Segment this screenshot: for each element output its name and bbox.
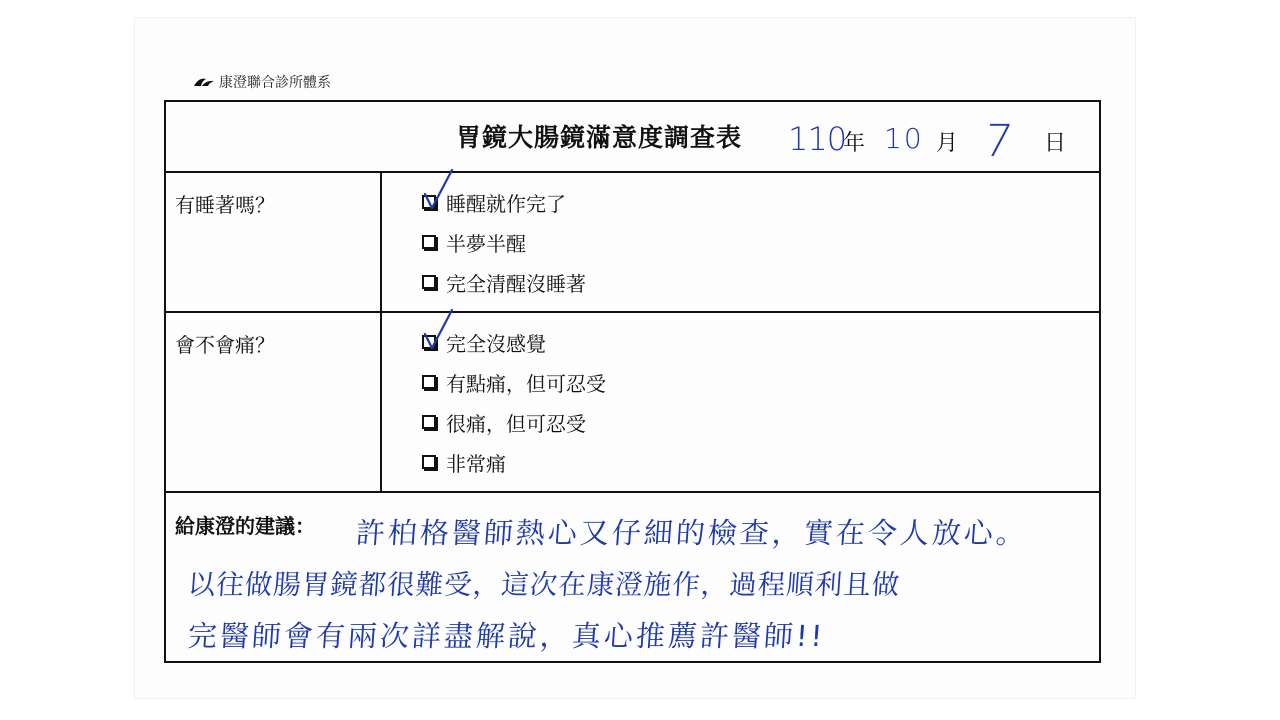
option-pain-3[interactable]	[422, 408, 586, 436]
option-pain-1-label: 完全沒感覺	[446, 331, 546, 356]
clinic-name: 康澄聯合診所體系	[219, 75, 331, 91]
option-pain-2[interactable]	[422, 368, 606, 396]
date-year-value: 110	[788, 120, 847, 158]
survey-form	[164, 100, 1101, 663]
column-divider	[380, 172, 382, 491]
suggestion-line-1: 許柏格醫師熱心又仔細的檢查，實在令人放心。	[354, 516, 1030, 550]
option-pain-2-label: 有點痛，但可忍受	[446, 371, 606, 396]
clinic-brand	[193, 72, 331, 92]
date-month-label: 月	[936, 131, 959, 156]
checkbox-pain-3[interactable]	[422, 415, 436, 429]
clinic-logo-icon	[193, 75, 215, 89]
row-divider-title	[166, 171, 1099, 173]
checkbox-sleep-3[interactable]	[422, 275, 436, 289]
option-sleep-2[interactable]	[422, 228, 526, 256]
date-day-label: 日	[1044, 131, 1067, 156]
date-year-label: 年	[843, 131, 866, 156]
date-month-value: 10	[884, 122, 924, 155]
row-divider-q2	[166, 491, 1099, 493]
suggestion-line-3: 完醫師會有兩次詳盡解說，真心推薦許醫師!!	[186, 619, 827, 653]
question-sleep-label: 有睡著嗎？	[175, 193, 275, 217]
checkbox-sleep-2[interactable]	[422, 235, 436, 249]
suggestion-line-2: 以往做腸胃鏡都很難受，這次在康澄施作，過程順利且做	[186, 569, 902, 601]
checkmark-pain-icon	[422, 308, 462, 348]
option-sleep-1-label: 睡醒就作完了	[446, 191, 566, 216]
checkbox-pain-2[interactable]	[422, 375, 436, 389]
option-sleep-3[interactable]	[422, 268, 586, 296]
option-pain-3-label: 很痛，但可忍受	[446, 411, 586, 436]
option-sleep-3-label: 完全清醒沒睡著	[446, 271, 586, 296]
question-pain-label: 會不會痛？	[175, 333, 275, 357]
row-divider-q1	[166, 311, 1099, 313]
option-pain-4[interactable]	[422, 448, 506, 476]
date-day-value: 7	[980, 116, 1016, 167]
suggestion-label: 給康澄的建議：	[175, 514, 315, 538]
option-pain-4-label: 非常痛	[446, 451, 506, 476]
checkmark-sleep-icon	[422, 168, 462, 208]
form-title: 胃鏡大腸鏡滿意度調查表	[456, 123, 743, 152]
checkbox-pain-4[interactable]	[422, 455, 436, 469]
option-sleep-2-label: 半夢半醒	[446, 231, 526, 256]
